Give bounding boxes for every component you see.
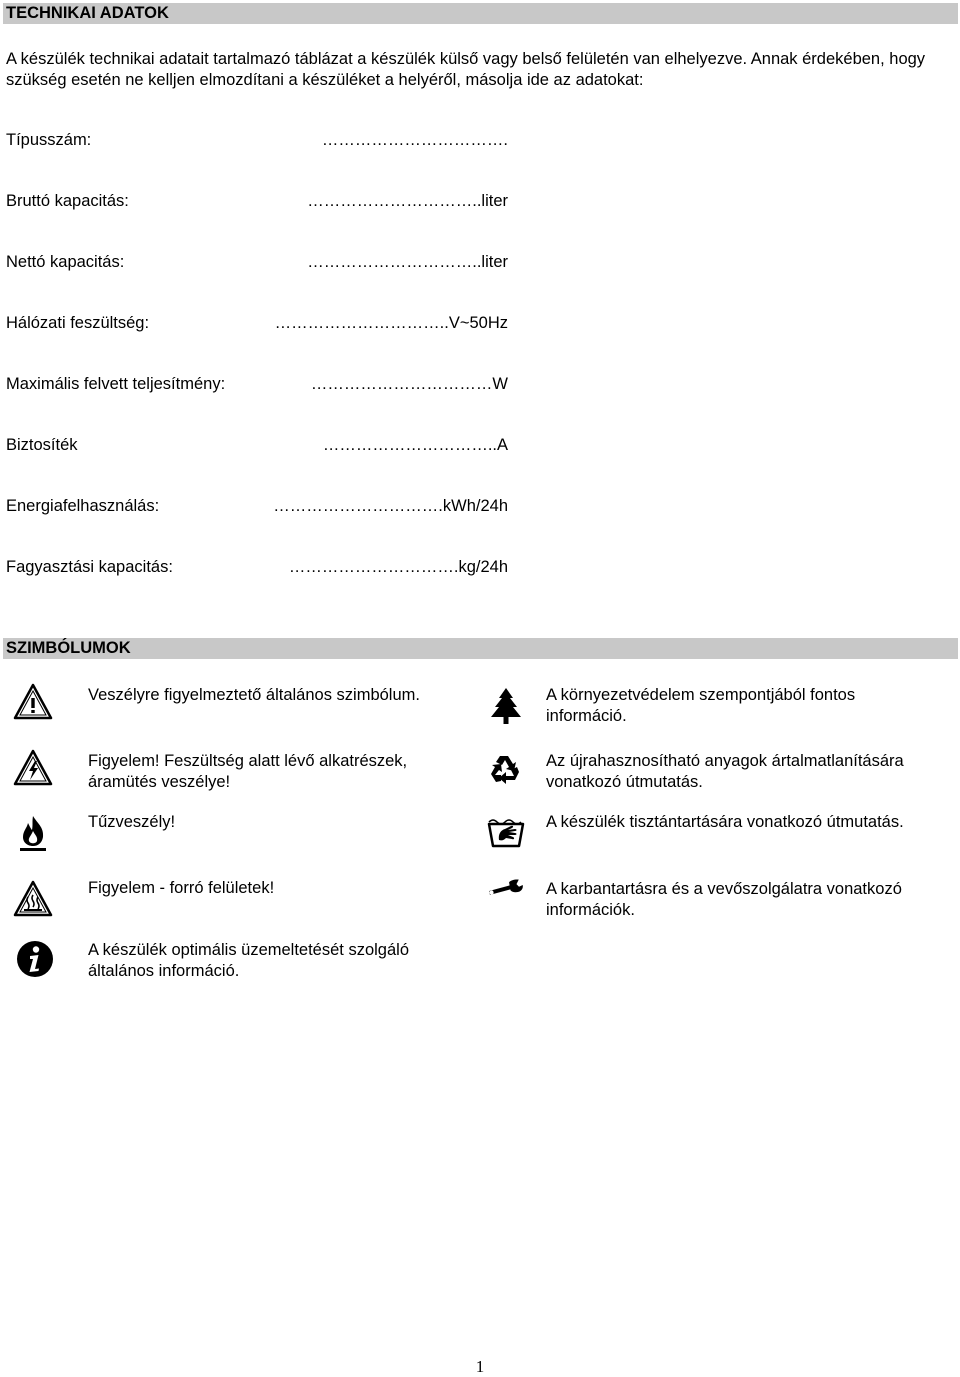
spec-value-voltage: …………………………..V~50Hz [274,314,508,332]
symbol-text-cleaning: A készülék tisztántartására vonatkozó útmutatás. [546,813,904,831]
symbol-text-general-info: A készülék optimális üzemeltetését szolgáló általános információ. [88,941,409,980]
section-heading-technical: TECHNIKAI ADATOK [3,3,958,24]
electric-shock-icon [13,748,53,788]
spec-label-fuse: Biztosíték [6,436,78,454]
flame-icon [13,813,53,853]
warning-triangle-icon [13,682,53,722]
spec-value-fuse: …………………………..A [322,436,508,454]
tree-icon [486,686,526,726]
recycle-icon [486,750,526,790]
wrench-icon [486,868,526,908]
symbol-text-hot-surface: Figyelem - forró felületek! [88,879,275,897]
symbol-text-maintenance: A karbantartásra és a vevőszolgálatra vonatkozó információk. [546,880,902,919]
cleaning-icon [486,810,526,850]
spec-label-voltage: Hálózati feszültség: [6,314,150,332]
intro-paragraph: A készülék technikai adatait tartalmazó táblázat a készülék külső vagy belső felületén van elhelyezve. Annak érdekében, hogy szükség esetén ne kelljen elmozdítani a készüléket a helyéről, másolja ide az adatokat: [6,50,926,89]
spec-value-energy: ………………………….kWh/24h [273,497,508,515]
spec-label-freezing: Fagyasztási kapacitás: [6,558,173,576]
spec-value-power: ……………………………W [310,375,508,393]
page-number: 1 [475,1357,485,1376]
section-heading-symbols: SZIMBÓLUMOK [3,638,958,659]
symbol-text-electric-shock: Figyelem! Feszültség alatt lévő alkatrészek, áramütés veszélye! [88,752,408,791]
spec-label-power: Maximális felvett teljesítmény: [6,375,226,393]
spec-value-freezing: ………………………….kg/24h [288,558,508,576]
spec-label-energy: Energiafelhasználás: [6,497,160,515]
symbol-text-fire: Tűzveszély! [88,813,176,831]
symbol-text-recycling: Az újrahasznosítható anyagok ártalmatlanítására vonatkozó útmutatás. [546,752,904,791]
spec-value-model: ……………………………. [321,131,508,149]
spec-label-net-capacity: Nettó kapacitás: [6,253,125,271]
hot-surface-icon [13,879,53,919]
spec-value-net-capacity: …………………………..liter [307,253,508,271]
symbol-text-environment: A környezetvédelem szempontjából fontos információ. [546,686,856,725]
symbol-text-general-warning: Veszélyre figyelmeztető általános szimbólum. [88,686,420,704]
spec-label-model: Típusszám: [6,131,92,149]
info-icon [15,939,55,979]
spec-label-gross-capacity: Bruttó kapacitás: [6,192,129,210]
spec-value-gross-capacity: …………………………..liter [307,192,508,210]
